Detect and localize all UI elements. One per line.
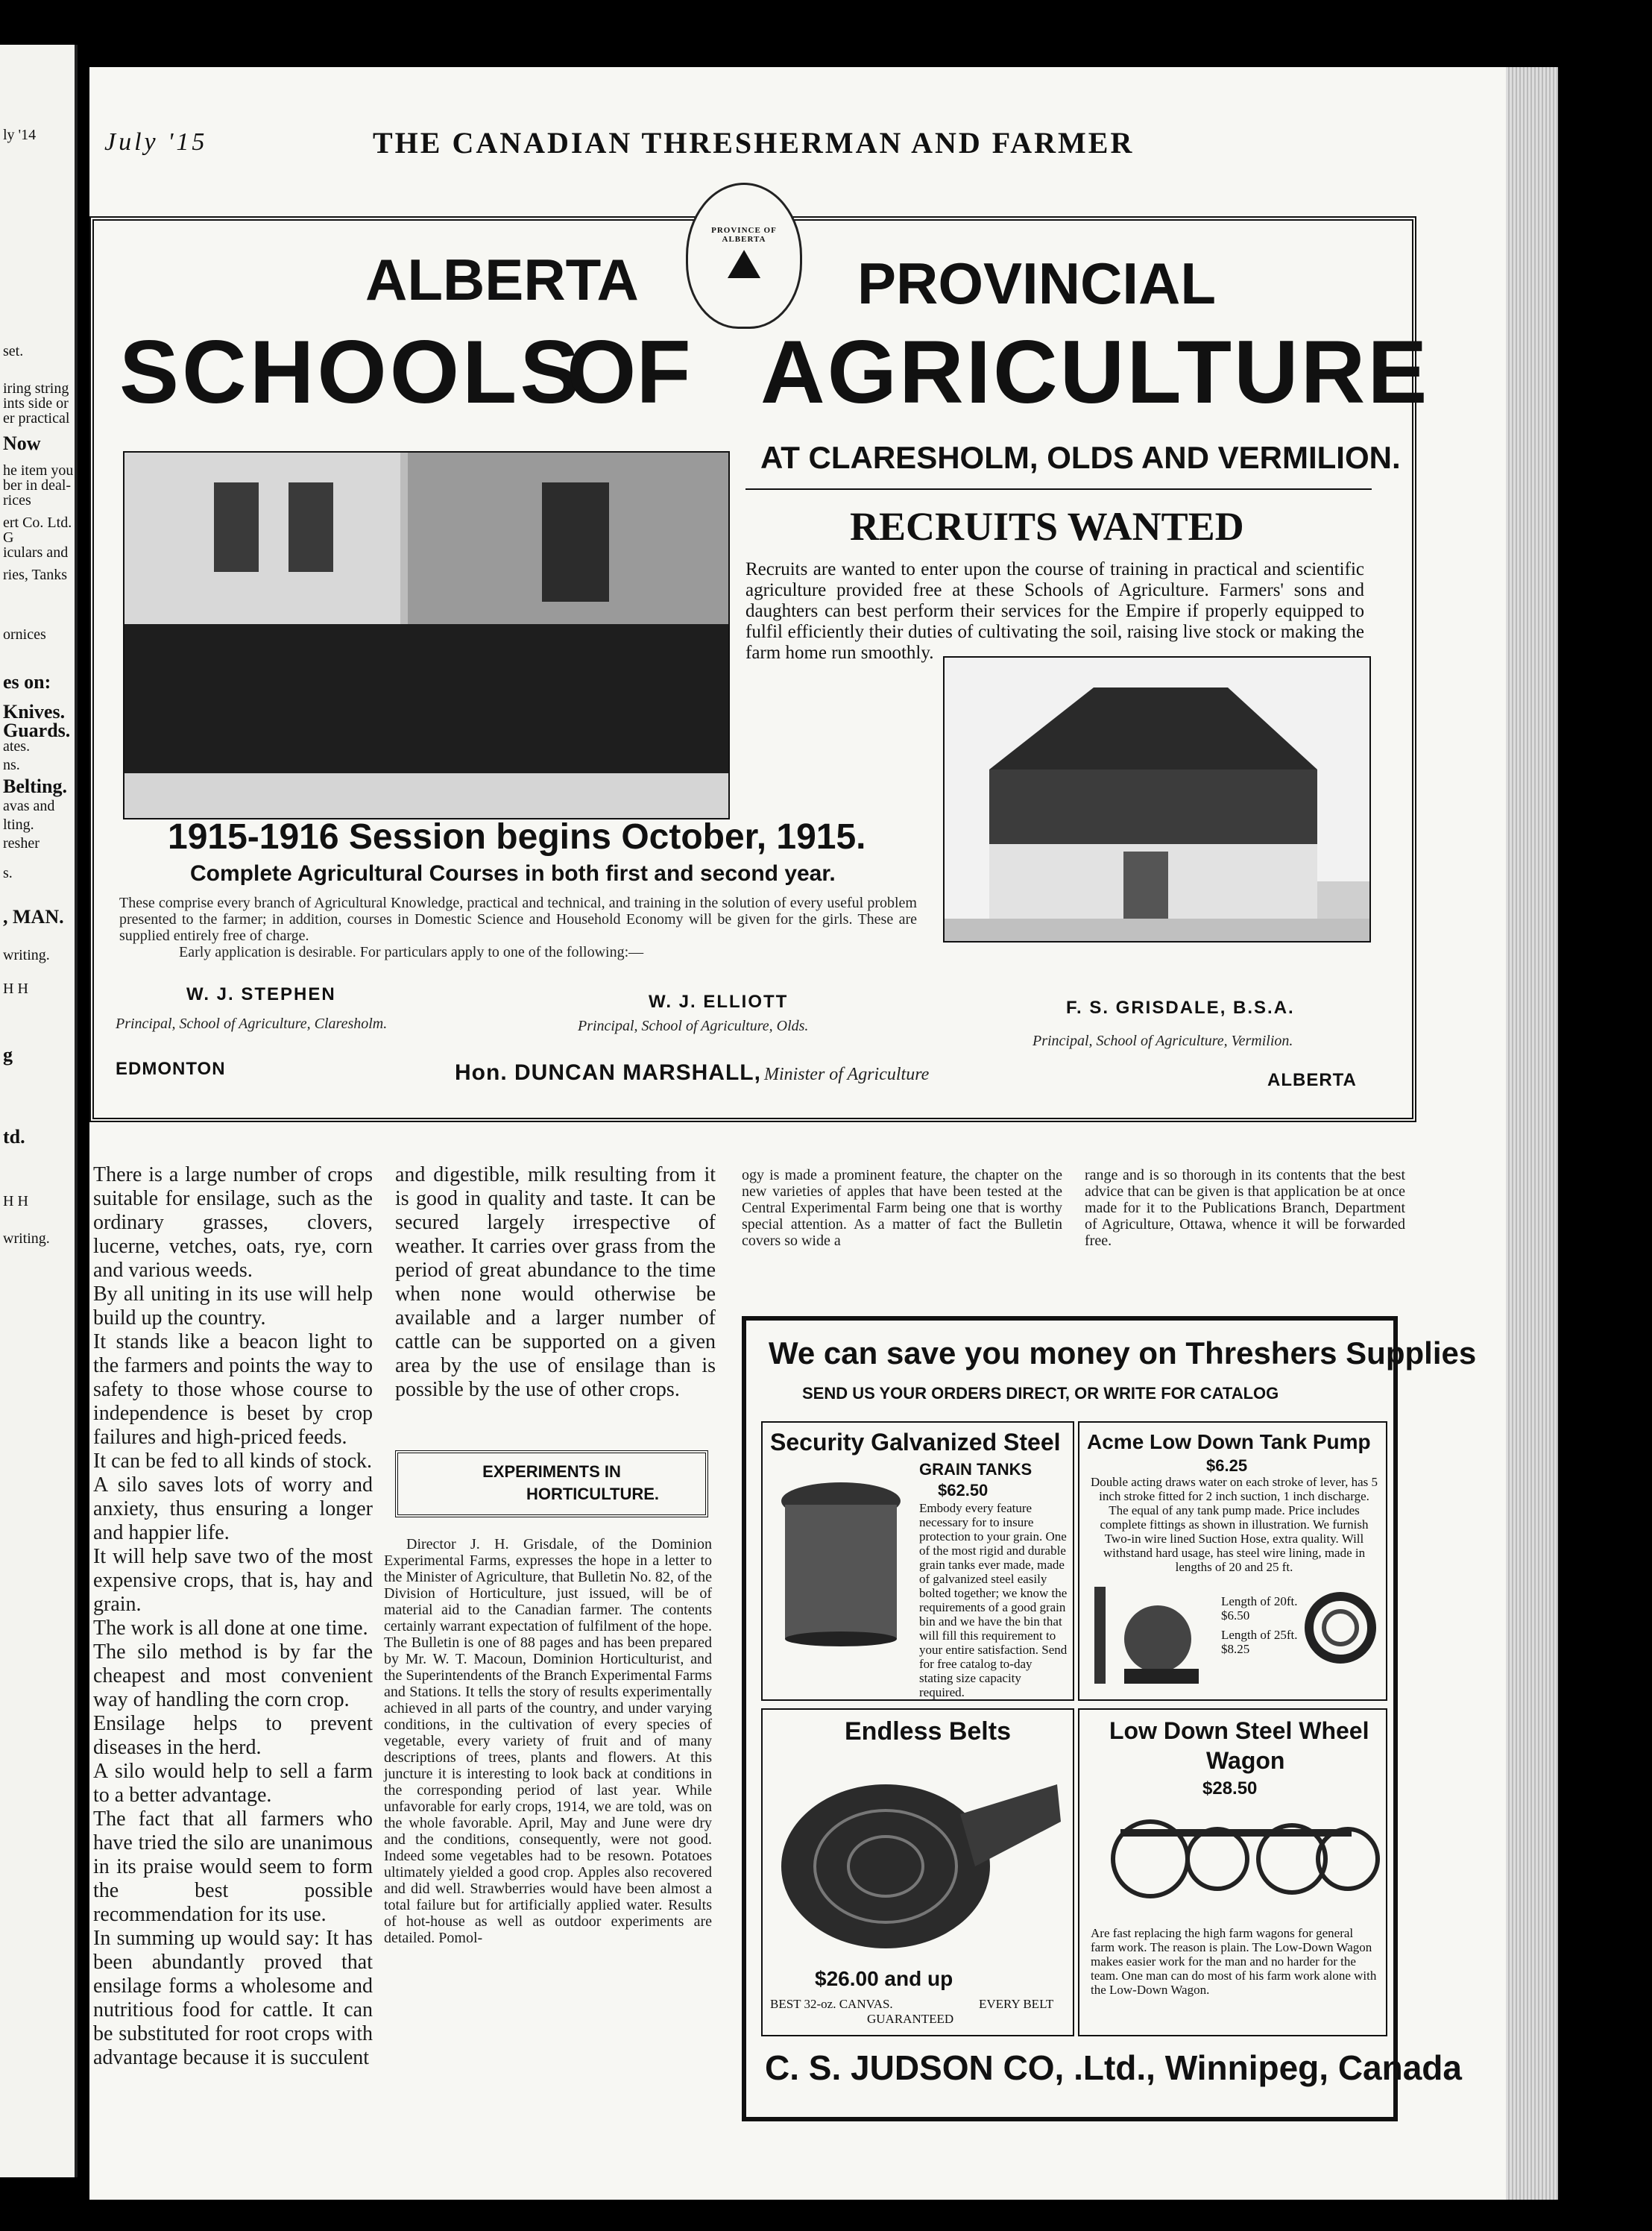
previous-page-fragment: Now [3,432,41,454]
previous-page-fragment: Knives. [3,701,66,723]
heading-provincial: PROVINCIAL [857,251,1217,316]
previous-page-fragment: iring string [3,380,69,397]
judson-subhead: SEND US YOUR ORDERS DIRECT, OR WRITE FOR CATALOG [802,1384,1279,1403]
minister-line [455,1060,929,1086]
belts-canvas-text: BEST 32-oz. CANVAS. [770,1997,893,2011]
silo-paragraph: The work is all done at one time. [93,1617,368,1640]
alberta-label: ALBERTA [1267,1070,1357,1090]
previous-page-fragment: Guards. [3,720,71,741]
silo-paragraph: It will help save two of the most expensive crops, that is, hay and grain. [93,1545,373,1616]
previous-page-fragment: rices [3,492,31,509]
issue-date: July '15 [104,128,208,156]
silo-paragraph: A silo saves lots of worry and anxiety, thus ensuring a longer and happier life. [93,1473,373,1544]
silo-article [93,1163,373,2070]
wagon-description: Are fast replacing the high farm wagons for general farm work. The reason is plain. The Low-Down Wagon makes easier work for the man and no harder for the team. One man can do most of his farm work alone with the Low-Down Wagon. [1091,1926,1377,1997]
previous-page-fragment: G [3,529,14,546]
previous-page-fragment: , MAN. [3,906,64,928]
pump-title: Acme Low Down Tank Pump [1087,1430,1371,1453]
wagon-icon [1091,1799,1381,1911]
divider [745,488,1372,490]
headline-line-1: EXPERIMENTS IN [482,1462,621,1481]
belts-price: $26.00 and up [815,1967,953,1990]
previous-page-fragment: ornices [3,626,46,643]
silo-paragraph: There is a large number of crops suitable for ensilage, such as the ordinary grasses, clovers, lucerne, vetches, oats, rye, corn and various weeds. [93,1163,373,1282]
previous-page-fragment: H H [3,981,28,997]
wagon-price: $28.50 [1202,1778,1258,1799]
endless-belts-panel [761,1708,1074,2036]
principal-name: W. J. STEPHEN [186,984,336,1004]
previous-page-edge [0,45,78,2177]
principal-title: Principal, School of Agriculture, Claresholm. [116,1016,388,1032]
silo-paragraph: It can be fed to all kinds of stock. [93,1450,373,1473]
previous-page-fragment: lting. [3,816,34,833]
heading-agriculture: AGRICULTURE [760,322,1430,422]
judson-supplies-advertisement [742,1316,1477,2121]
silo-paragraph: In summing up would say: It has been abundantly proved that ensilage forms a wholesome and nutritious food for cattle. It can be substituted for root crops with advantage because it is succulent [93,1927,373,2069]
silo-paragraph: The silo method is by far the cheapest and most convenient way of handling the corn crop. [93,1640,373,1711]
tanks-description: Embody every feature necessary for to insure protection to your grain. One of the most rigid and durable grain tanks ever made, made of galvanized steel easily bolted together; we know the requirements of a good grain bin and we have the bin that will fill this requirement to your entire satisfaction. Send for free catalog to-day stating size capacity required. [919,1501,1068,1699]
previous-page-fragment: iculars and [3,544,69,561]
session-announcement: 1915-1916 Session begins October, 1915. [168,817,866,857]
silo-paragraph: Ensilage helps to prevent diseases in the herd. [93,1712,373,1759]
previous-page-fragment: ates. [3,738,31,755]
silo-paragraph: A silo would help to sell a farm to a better advantage. [93,1760,373,1807]
ensilage-continuation: and digestible, milk resulting from it is good in quality and taste. It can be secured largely irrespective of weather. It carries over grass from the period of great abundance to the time when none would otherwise be available and a larger number of cattle can be supported on a given area by the use of ensilage than is possible by the use of other crops. [395,1163,716,1401]
headline-line-2: HORTICULTURE. [526,1485,660,1503]
wagon-title-line-2: Wagon [1206,1747,1285,1774]
silo-paragraph: It stands like a beacon light to the farmers and points the way to safety to those whose course to independence is beset by crop failures and high-priced feeds. [93,1330,373,1449]
previous-page-fragment: writing. [3,947,50,963]
minister-name: Hon. DUNCAN MARSHALL, [455,1060,761,1085]
previous-page-fragment: ber in deal- [3,477,72,494]
hose-price-25ft: Length of 25ft. $8.25 [1221,1628,1298,1656]
edmonton-label: EDMONTON [116,1059,226,1079]
province-seal-icon: PROVINCE OF ALBERTA ⛰ [686,183,802,329]
previous-page-fragment: s. [3,865,13,881]
previous-page-fragment: resher [3,835,40,852]
previous-page-fragment: er practical [3,410,70,427]
tanks-title: Security Galvanized Steel [770,1429,1061,1456]
principal-name: W. J. ELLIOTT [649,992,789,1012]
previous-page-fragment: Belting. [3,775,67,797]
school-building-graphic [945,658,1369,941]
minister-title: Minister of Agriculture [763,1065,930,1084]
belts-every-text: EVERY BELT [979,1997,1054,2011]
principal-title: Principal, School of Agriculture, Vermilion. [1032,1033,1293,1049]
previous-page-fragment: td. [3,1126,25,1148]
previous-page-fragment: ly '14 [3,127,37,143]
courses-description [119,895,917,960]
previous-page-fragment: writing. [3,1230,50,1247]
judson-headline: We can save you money on Threshers Supplies [769,1335,1477,1371]
previous-page-fragment: ns. [3,757,20,773]
previous-page-fragment: ries, Tanks [3,567,67,583]
recruits-heading: RECRUITS WANTED [850,504,1244,549]
tanks-subtitle: GRAIN TANKS [919,1460,1032,1479]
heading-of: OF [567,322,691,422]
belts-guaranteed-text: GUARANTEED [867,2012,954,2026]
previous-page-fragment: g [3,1044,13,1066]
tanks-price: $62.50 [938,1481,989,1500]
pump-description: Double acting draws water on each stroke of lever, has 5 inch stroke fitted for 2 inch suction, 1 inch discharge. The equal of any tank pump made. Price includes complete fittings as shown in illustration. We furnish Two-in wire lined Suction Hose, extra quality. Will withstand hard usage, has steel wire lining, made in lengths of 20 and 25 ft. [1091,1475,1378,1574]
belts-title: Endless Belts [845,1717,1011,1746]
seal-text: PROVINCE OF ALBERTA [711,226,777,244]
apply-text: Early application is desirable. For particulars apply to one of the following:— [179,944,644,960]
publication-title: THE CANADIAN THRESHERMAN AND FARMER [373,126,1135,160]
principal-name: F. S. GRISDALE, B.S.A. [1066,998,1295,1018]
grain-tanks-panel [761,1421,1074,1701]
school-locations: AT CLARESHOLM, OLDS AND VERMILION. [760,440,1401,475]
pump-icon [1087,1572,1214,1691]
previous-page-fragment: ert Co. Ltd. [3,515,72,531]
silo-paragraph: The fact that all farmers who have tried the silo are unanimous in its praise would seem to form the best possible recommendation for its use. [93,1807,373,1926]
previous-page-fragment: avas and [3,798,55,814]
principal-title: Principal, School of Agriculture, Olds. [578,1018,809,1034]
heading-alberta: ALBERTA [365,247,639,312]
previous-page-fragment: he item you [3,462,74,479]
comprise-text: These comprise every branch of Agricultural Knowledge, practical and technical, and training in the solution of every useful problem presented to the farmer; in addition, courses in Domestic Science and Household Economy will be given for the girls. These are supplied entirely free of charge. [119,895,917,944]
hose-price-20ft: Length of 20ft. $6.50 [1221,1594,1298,1623]
students-photo-graphic [124,453,728,818]
pomology-text: ogy is made a prominent feature, the chapter on the new varieties of apples that have been tested at the Central Experimental Farm being one that is worthy special attention. As a matter of fact the Bulletin covers so wide a [742,1167,1062,1249]
previous-page-fragment: H H [3,1193,28,1209]
tank-pump-panel [1078,1421,1387,1701]
book-page-edges [1506,67,1558,2200]
students-photo [123,451,730,819]
horticulture-article: Director J. H. Grisdale, of the Dominion Experimental Farms, expresses the hope in a letter to the Minister of Agriculture, that Bulletin No. 82, of the Division of Horticulture, just issued, will be of material aid to the Canadian farmer. The contents certainly warrant expectation of fulfilment of the hope. The Bulletin is one of 88 pages and has been prepared by Mr. W. T. Macoun, Dominion Horticulturist, and the Superintendents of the Branch Experimental Farms and Stations. It tells the story of results experimentally achieved in all parts of the country, and under varying conditions, in the cultivation of every species of vegetable, every variety of fruit and of many descriptions of trees, plants and flowers. At this juncture it is interesting to look back at conditions in the corresponding period of last year. While unfavorable for early crops, 1914, we are told, was on the whole favorable. April, May and June were dry and the conditions, consequently, were not good. Indeed some vegetables had to be resown. Potatoes ultimately yielded a good crop. Apples also recovered and did well. Strawberries would have been almost a total failure but for artificially applied water. Results of hot-house as well as outdoor experiments are detailed. Pomol- [384,1536,712,1946]
pump-price: $6.25 [1206,1456,1248,1475]
courses-line: Complete Agricultural Courses in both first and second year. [190,861,836,886]
previous-page-fragment: ints side or [3,395,69,412]
judson-footer: C. S. JUDSON CO, .Ltd., Winnipeg, Canada [765,2048,1462,2087]
horticulture-headline-box [395,1450,708,1517]
silo-paragraph: By all uniting in its use will help build up the country. [93,1283,373,1330]
recruits-text: Recruits are wanted to enter upon the course of training in practical and scientific agriculture provided free at these Schools of Agriculture. Farmers' sons and daughters can best perform their services for the Empire if properly equipped to fulfil efficiently their duties of cultivating the soil, raising live stock or making the farm home run smoothly. [745,559,1364,663]
bulletin-text: range and is so thorough in its contents that the best advice that can be given is that application be at once made for it to the Publications Branch, Department of Agriculture, Ottawa, whence it will be forwarded free. [1085,1167,1405,1249]
previous-page-fragment: es on: [3,671,51,693]
suction-hose-icon [1303,1590,1378,1665]
grain-tank-icon [774,1475,908,1646]
heading-schools: SCHOOLS [119,322,583,422]
wagon-title-line-1: Low Down Steel Wheel [1109,1717,1369,1744]
school-building-photo [943,656,1371,943]
wagon-panel [1078,1708,1387,2036]
previous-page-fragment: set. [3,343,24,359]
belt-roll-icon [774,1755,1065,1963]
